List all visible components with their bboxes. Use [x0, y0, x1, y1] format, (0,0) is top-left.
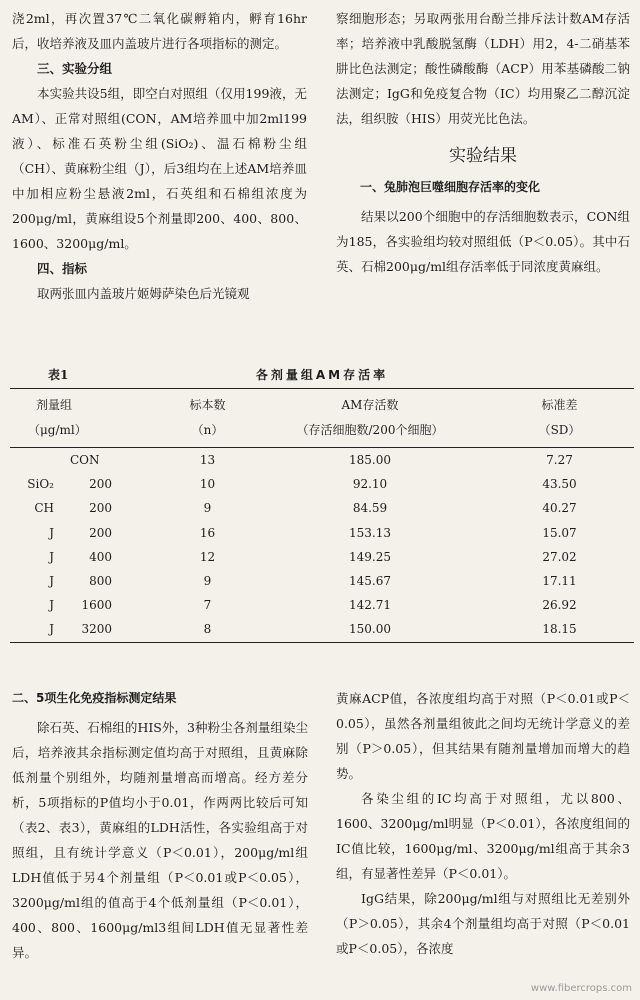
cell-group: J 400 — [49, 549, 112, 564]
cell-am: 145.67 — [349, 574, 391, 589]
table-row — [10, 593, 634, 617]
cell-sd: 27.02 — [542, 549, 577, 564]
left-column-top — [12, 6, 307, 306]
cell-n: 16 — [199, 525, 216, 540]
cell-sd: 15.07 — [542, 525, 577, 540]
header-group: 剂量组 — [36, 398, 73, 412]
cell-am: 153.13 — [349, 525, 391, 540]
right-column-bottom — [336, 686, 630, 961]
cell-sd: 18.15 — [542, 622, 577, 637]
table-caption — [10, 364, 634, 384]
right-column-top — [336, 6, 630, 279]
cell-am: 142.71 — [349, 598, 391, 613]
cell-am: 84.59 — [352, 501, 388, 516]
paragraph-survival: 结果以200个细胞中的存活细胞数表示，CON组为185，各实验组均较对照组低（P＜0.05）。其中石英、石棉200μg/ml组存活率低于同浓度黄麻组。 — [336, 209, 630, 274]
header-n-unit: （n） — [191, 423, 224, 437]
watermark: www.fibercrops.com — [530, 983, 632, 994]
cell-am: 150.00 — [349, 622, 391, 637]
header-group-unit: （μg/ml） — [28, 423, 87, 437]
cell-group: J 3200 — [49, 622, 112, 637]
survival-table — [10, 388, 634, 643]
table-row — [10, 496, 634, 520]
paragraph-acp: 黄麻ACP值，各浓度组均高于对照（P＜0.01或P＜0.05），虽然各剂量组彼此之间均无统计学意义的差别（P＞0.05），但其结果有随剂量增加而增大的趋势。 — [336, 691, 630, 781]
table-row — [10, 521, 634, 545]
subheading-biochem: 二、5项生化免疫指标测定结果 — [12, 691, 177, 705]
table-number: 表1 — [48, 368, 69, 382]
cell-am: 92.10 — [352, 477, 388, 492]
table-row — [10, 545, 634, 569]
header-sd: 标准差 — [541, 398, 578, 412]
cell-group: J 800 — [49, 574, 112, 589]
subheading-survival: 一、兔肺泡巨噬细胞存活率的变化 — [360, 180, 541, 194]
cell-n: 12 — [199, 549, 216, 564]
cell-group: J 200 — [49, 525, 112, 540]
cell-am: 185.00 — [349, 453, 391, 468]
cell-n: 8 — [203, 622, 212, 637]
paragraph-methods: 察细胞形态；另取两张用台酚兰排斥法计数AM存活率；培养液中乳酸脱氢酶（LDH）用2，4-二硝基苯肼比色法测定；酸性磷酸酶（ACP）用苯基磷酸二钠法测定；IgG和免疫复合物（IC）均用聚乙二醇沉淀法，组织胺（HIS）用荧光比色法。 — [336, 11, 630, 126]
cell-n: 10 — [199, 477, 216, 492]
cell-group: CH 200 — [34, 501, 112, 516]
header-n: 标本数 — [189, 398, 226, 412]
cell-group: CON — [70, 453, 100, 468]
section-heading-indicators: 四、指标 — [37, 261, 88, 276]
table-row — [10, 617, 634, 642]
cell-group: SiO₂ 200 — [27, 477, 112, 492]
cell-sd: 26.92 — [542, 598, 577, 613]
paragraph-indicators: 取两张皿内盖玻片姬姆萨染色后光镜观 — [37, 286, 250, 301]
cell-sd: 43.50 — [542, 477, 577, 492]
section-heading-grouping: 三、实验分组 — [37, 61, 113, 76]
table-row — [10, 448, 634, 473]
cell-n: 9 — [203, 574, 212, 589]
table-row — [10, 472, 634, 496]
paragraph-biochem: 除石英、石棉组的HIS外，3种粉尘各剂量组染尘后，培养液其余指标测定值均高于对照组，且黄麻除低剂量个别组外，均随剂量增高而增高。经方差分析，5项指标的P值均小于0.01，作两两比较后可知（表2、表3），黄麻组的LDH活性，各实验组高于对照组，且有统计学意义（P＜0.01），200μg/ml组LDH值低于另4个剂量组（P＜0.01或P＜0.05），3200μg/ml组的值高于4个低剂量组（P＜0.01），400、800、1600μg/ml3组间LDH值无显著性差异。 — [12, 720, 308, 960]
table-title: 各剂量组AM存活率 — [255, 368, 389, 382]
results-heading: 实验结果 — [449, 146, 517, 166]
header-am-unit: （存活细胞数/200个细胞） — [296, 423, 444, 437]
cell-n: 9 — [203, 501, 212, 516]
header-am: AM存活数 — [341, 398, 399, 412]
header-sd-unit: （SD） — [538, 423, 581, 437]
paragraph-ic: 各染尘组的IC均高于对照组，尤以800、1600、3200μg/ml明显（P＜0.01），各浓度组间的IC值比较，1600μg/ml、3200μg/ml组高于其余3组，有显著性差异（P＜0.01）。 — [336, 791, 630, 881]
paragraph-igg: IgG结果，除200μg/ml组与对照组比无差别外（P＞0.05），其余4个剂量组均高于对照（P＜0.01或P＜0.05），各浓度 — [336, 891, 630, 956]
cell-sd: 40.27 — [542, 501, 577, 516]
left-column-bottom — [12, 686, 308, 965]
cell-n: 13 — [199, 453, 216, 468]
cell-n: 7 — [203, 598, 212, 613]
table-1 — [10, 364, 634, 643]
cell-am: 149.25 — [349, 549, 391, 564]
cell-group: J 1600 — [49, 598, 112, 613]
paragraph-grouping: 本实验共设5组，即空白对照组（仅用199液，无AM）、正常对照组(CON，AM培养皿中加2ml199液）、标准石英粉尘组(SiO₂)、温石棉粉尘组（CH）、黄麻粉尘组（J），后3组均在上述AM培养皿中加相应粉尘悬液2ml，石英组和石棉组浓度为200μg/ml，黄麻组设5个剂量即200、400、800、1600、3200μg/ml。 — [12, 86, 307, 251]
cell-sd: 7.27 — [546, 453, 573, 468]
paragraph-culture: 浇2ml，再次置37℃二氧化碳孵箱内，孵育16hr后，收培养液及皿内盖玻片进行各项指标的测定。 — [12, 11, 307, 51]
table-row — [10, 569, 634, 593]
cell-sd: 17.11 — [542, 574, 577, 589]
